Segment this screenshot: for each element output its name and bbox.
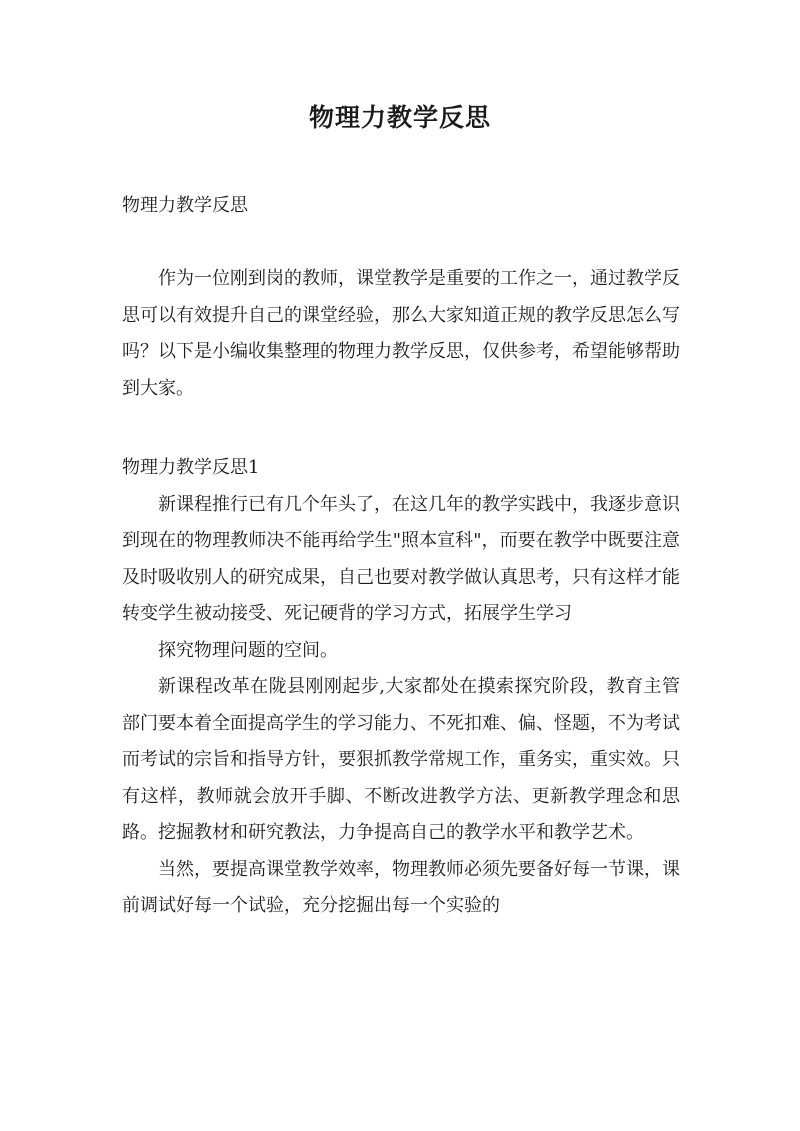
body-paragraph: 新课程推行已有几个年头了，在这几年的教学实践中，我逐步意识到现在的物理教师决不能再给学生"照本宣科"，而要在教学中既要注意及时吸收别人的研究成果，自己也要对教学做认真思考，只有这样才能转变学生被动接受、死记硬背的学习方式，拓展学生学习 [122, 493, 680, 624]
body-paragraph: 当然，要提高课堂教学效率，物理教师必须先要备好每一节课，课前调试好每一个试验，充分挖掘出每一个实验的 [122, 858, 680, 916]
document-subtitle: 物理力教学反思 [122, 195, 248, 216]
intro-block [122, 261, 680, 407]
page-title: 物理力教学反思 [308, 103, 491, 132]
intro-paragraph: 作为一位刚到岗的教师，课堂教学是重要的工作之一，通过教学反思可以有效提升自己的课堂经验，那么大家知道正规的教学反思怎么写吗？以下是小编收集整理的物理力教学反思，仅供参考，希望能够帮助到大家。 [122, 268, 680, 399]
body-paragraph: 新课程改革在陇县刚刚起步,大家都处在摸索探究阶段，教育主管部门要本着全面提高学生的学习能力、不死扣难、偏、怪题，不为考试而考试的宗旨和指导方针，要狠抓教学常规工作，重务实，重实效。只有这样，教师就会放开手脚、不断改进教学方法、更新教学理念和思路。挖掘教材和研究教法，力争提高自己的教学水平和教学艺术。 [122, 676, 680, 843]
body-paragraph: 探究物理问题的空间。 [158, 639, 338, 661]
section-heading: 物理力教学反思1 [122, 457, 260, 478]
section-1 [122, 450, 680, 925]
